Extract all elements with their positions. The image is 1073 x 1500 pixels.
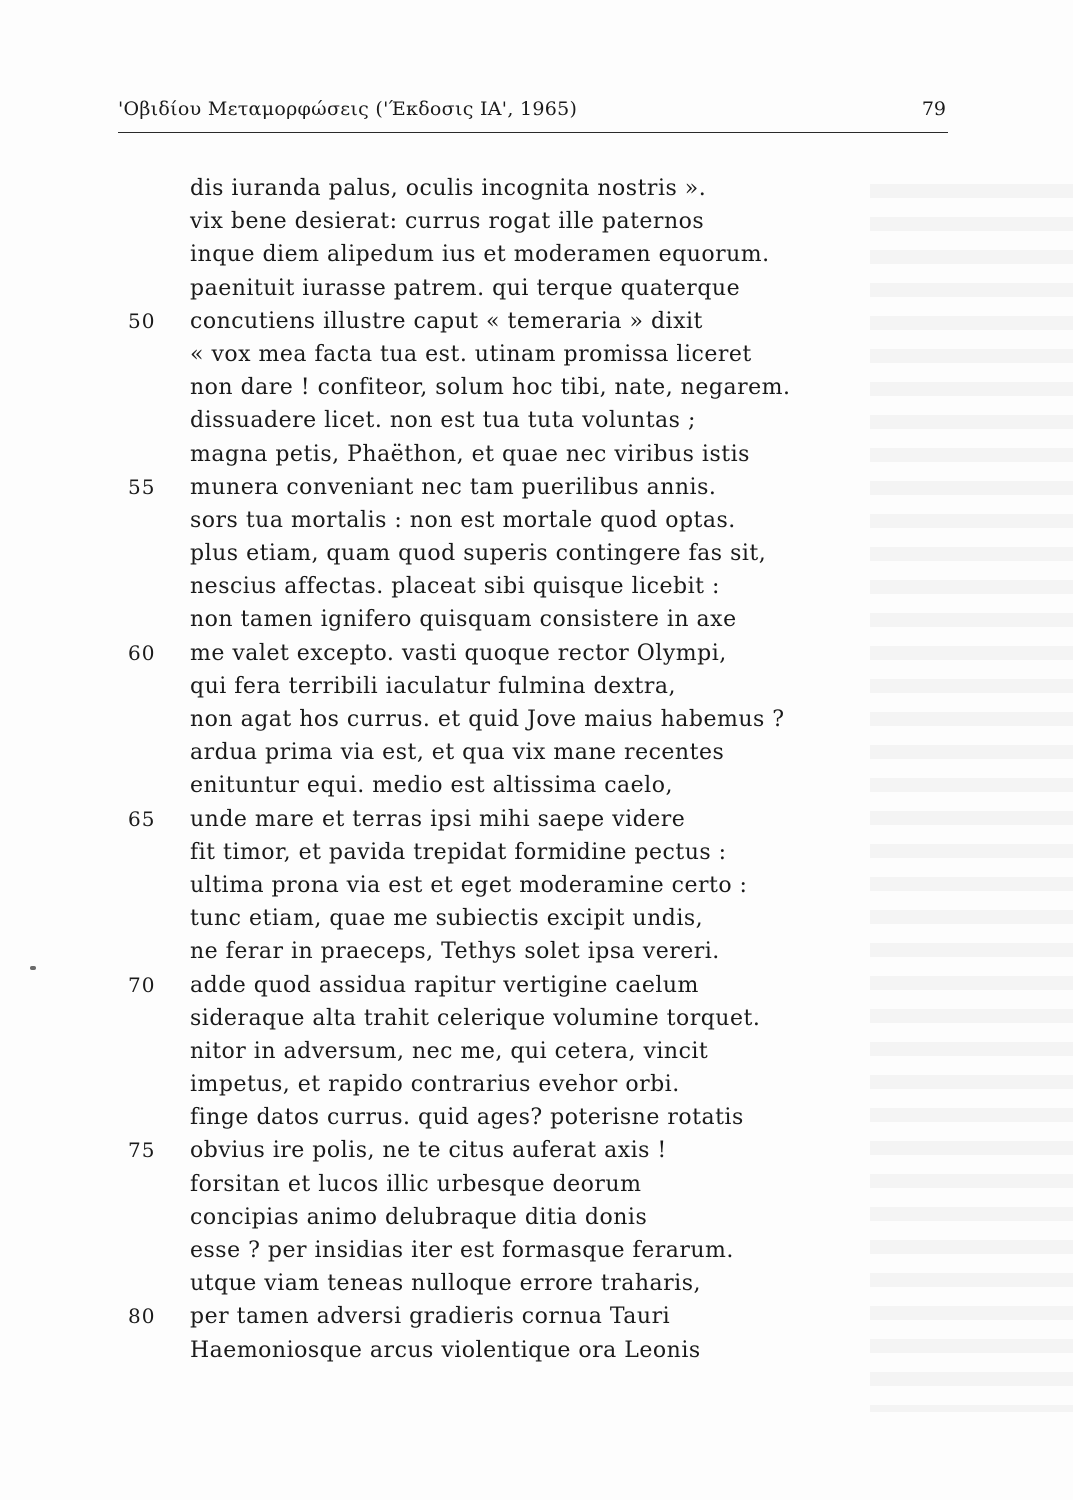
- verse-text: ultima prona via est et eget moderamine certo :: [190, 872, 748, 898]
- verse-text: esse ? per insidias iter est formasque ferarum.: [190, 1238, 734, 1263]
- verse-text: munera conveniant nec tam puerilibus annis.: [190, 474, 717, 500]
- verse-line: [118, 869, 948, 902]
- verse-text: concutiens illustre caput « temeraria » dixit: [190, 308, 703, 334]
- verse-line: [118, 272, 948, 305]
- verse-text: « vox mea facta tua est. utinam promissa liceret: [190, 341, 752, 367]
- verse-line: [118, 1234, 948, 1267]
- verse-text: plus etiam, quam quod superis contingere fas sit,: [190, 541, 767, 567]
- verse-text: non agat hos currus. et quid Jove maius habemus ?: [190, 707, 785, 732]
- verse-text: obvius ire polis, ne te citus auferat axis !: [190, 1138, 667, 1164]
- verse-line: [118, 736, 948, 769]
- verse-text: ardua prima via est, et qua vix mane recentes: [190, 740, 725, 766]
- verse-text: adde quod assidua rapitur vertigine caelum: [190, 972, 699, 998]
- verse-line: [118, 172, 948, 205]
- verse-text: fit timor, et pavida trepidat formidine pectus :: [190, 839, 727, 865]
- verse-text: enituntur equi. medio est altissima caelo,: [190, 773, 673, 799]
- verse-line: [118, 570, 948, 603]
- verse-line: [118, 1134, 948, 1167]
- verse-line: [118, 504, 948, 537]
- verse-text: per tamen adversi gradieris cornua Tauri: [190, 1304, 671, 1330]
- verse-line: [118, 471, 948, 504]
- verse-line: [118, 969, 948, 1002]
- verse-text: Haemoniosque arcus violentique ora Leonis: [190, 1337, 701, 1363]
- verse-text: dissuadere licet. non est tua tuta voluntas ;: [190, 408, 696, 434]
- verse-text: qui fera terribili iaculatur fulmina dextra,: [190, 673, 676, 699]
- verse-text: ne ferar in praeceps, Tethys solet ipsa vereri.: [190, 939, 720, 965]
- verse-text: inque diem alipedum ius et moderamen equorum.: [190, 242, 770, 268]
- verse-line: [118, 238, 948, 271]
- verse-text: sors tua mortalis : non est mortale quod optas.: [190, 507, 736, 533]
- verse-text: impetus, et rapido contrarius evehor orbi.: [190, 1072, 680, 1098]
- page-number: 79: [921, 98, 946, 120]
- verse-line: [118, 1168, 948, 1201]
- verse-list: [118, 172, 948, 1367]
- line-number: 75: [128, 1138, 156, 1163]
- verse-line: [118, 1068, 948, 1101]
- verse-text: unde mare et terras ipsi mihi saepe videre: [190, 806, 686, 832]
- verse-line: [118, 371, 948, 404]
- verse-text: sideraque alta trahit celerique volumine torquet.: [190, 1005, 761, 1031]
- ink-spot: [30, 966, 36, 970]
- verse-line: [118, 703, 948, 736]
- verse-text: magna petis, Phaëthon, et quae nec viribus istis: [190, 441, 750, 467]
- verse-text: nitor in adversum, nec me, qui cetera, vincit: [190, 1038, 709, 1064]
- verse-line: [118, 603, 948, 636]
- verse-line: [118, 637, 948, 670]
- verse-text: non dare ! confiteor, solum hoc tibi, nate, negarem.: [190, 375, 791, 401]
- verse-text: paenituit iurasse patrem. qui terque quaterque: [190, 275, 741, 301]
- line-number: 80: [128, 1304, 156, 1329]
- verse-text: dis iuranda palus, oculis incognita nostris ».: [190, 176, 707, 201]
- line-number: 55: [128, 474, 156, 499]
- verse-line: [118, 338, 948, 371]
- verse-text: nescius affectas. placeat sibi quisque licebit :: [190, 574, 720, 600]
- verse-text: utque viam teneas nulloque errore traharis,: [190, 1271, 701, 1297]
- verse-line: [118, 305, 948, 338]
- verse-line: [118, 205, 948, 238]
- verse-line: [118, 935, 948, 968]
- page-header: [118, 92, 948, 133]
- verse-line: [118, 1201, 948, 1234]
- verse-line: [118, 1300, 948, 1333]
- verse-text: me valet excepto. vasti quoque rector Olympi,: [190, 640, 727, 666]
- verse-line: [118, 1002, 948, 1035]
- verse-text: non tamen ignifero quisquam consistere in axe: [190, 607, 737, 633]
- verse-line: [118, 803, 948, 836]
- verse-text: concipias animo delubraque ditia donis: [190, 1204, 648, 1230]
- verse-line: [118, 1101, 948, 1134]
- line-number: 50: [128, 308, 156, 333]
- verse-text: finge datos currus. quid ages? poterisne rotatis: [190, 1105, 744, 1131]
- verse-line: [118, 438, 948, 471]
- verse-line: [118, 670, 948, 703]
- verse-text: tunc etiam, quae me subiectis excipit undis,: [190, 906, 704, 932]
- verse-line: [118, 769, 948, 802]
- verse-line: [118, 1035, 948, 1068]
- running-title: 'Οβιδίου Μεταμορφώσεις ('Έκδοσις ΙΑ', 1965): [118, 98, 578, 120]
- line-number: 70: [128, 972, 156, 997]
- verse-line: [118, 902, 948, 935]
- verse-text: forsitan et lucos illic urbesque deorum: [190, 1171, 642, 1197]
- verse-line: [118, 1334, 948, 1367]
- verse-line: [118, 836, 948, 869]
- line-number: 65: [128, 806, 156, 831]
- line-number: 60: [128, 640, 156, 665]
- verse-line: [118, 537, 948, 570]
- verse-line: [118, 1267, 948, 1300]
- verse-text: vix bene desierat: currus rogat ille paternos: [190, 209, 705, 235]
- verse-line: [118, 404, 948, 437]
